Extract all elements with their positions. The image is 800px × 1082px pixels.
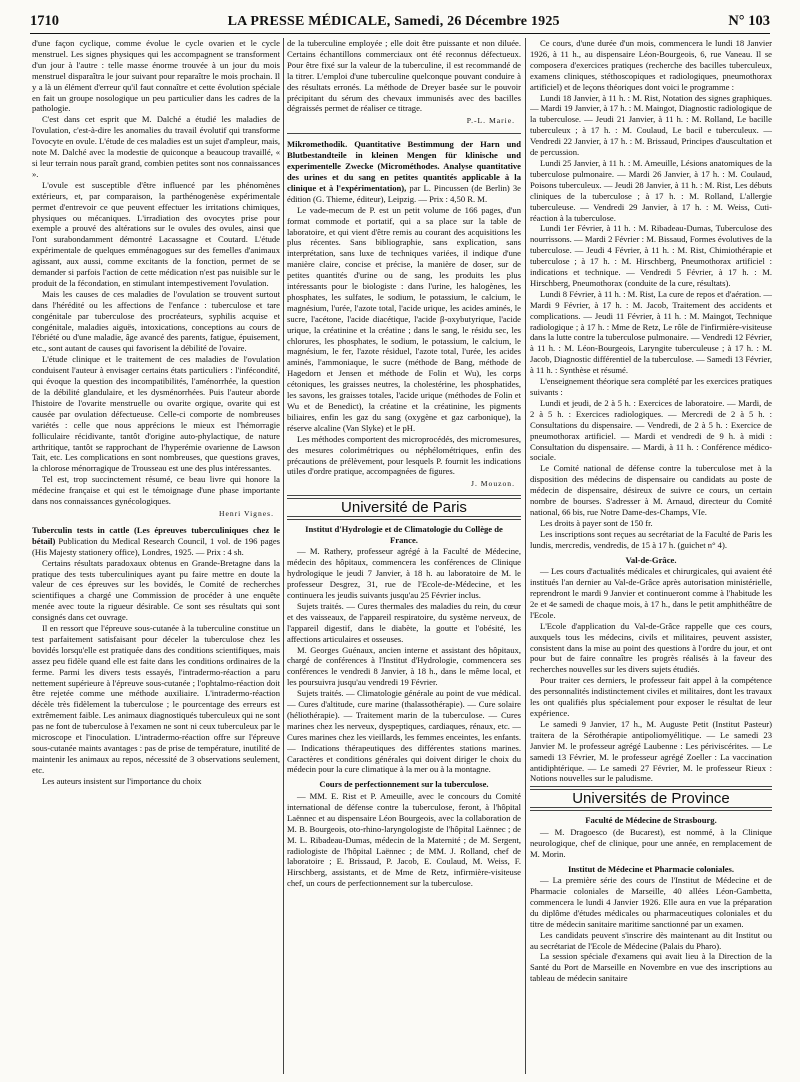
paragraph: — Les cours d'actualités médicales et chirurgicales, qui avaient été institués l'an dernier au Val-de-Grâce après autorisation ministérielle, reprendront le mardi 9 Janvier et continueront comme à l'habitude les 2e et 4e samedi de chaque mois, à 17 h., dans le petit amphithéâtre de l'Ecole. — [530, 566, 772, 620]
paragraph: Lundi 1er Février, à 11 h. : M. Ribadeau-Dumas, Tuberculose des nourrissons. — Mardi 2 Février : M. Bissaud, Formes évolutives de la tuberculose. — Jeudi 4 Février, à 11 h. : M. Rist, Chimiothérapie et tuberculose ; à 17 h. : M. Hirschberg, Pneumothorax artificiel : indications et technique. — Vendredi 5 Février, à 17 h. : M. Hirschberg, Pneumothorax (conduite de la cure, résultats). — [530, 223, 772, 288]
paragraph: L'ovule est susceptible d'être influencé par les phénomènes extérieurs, et, par comparaison, la parthénogenèse expérimentale permet d'entrevoir ce que peuvent effectuer les irritations chimiques, physiques ou mécaniques. L'irradiation des ovocytes prise pour exemple a prouvé des altérations sur le ovules des ovules, ainsi que l'ont surabondamment démontré Lacassagne et Coutard. L'étude expérimentale de quelques emménagogues sur des femelles d'animaux agissant, aux aussi, comme excitants de la fonction, permet de se demander si parfois l'action de cette médication n'est pas nuisible sur le produit de la fécondation, en stimulant intempestivement l'ovulation. — [32, 179, 280, 288]
paragraph: Lundi 25 Janvier, à 11 h. : M. Ameuille, Lésions anatomiques de la tuberculose pulmonaire. — Mardi 26 Janvier, à 17 h. : M. Coulaud, Poisons tuberculeux. — Jeudi 28 Janvier, à 11 h. : M. Rist, Les débuts cliniques de la tuberculose ; à 17 h. : M. Rolland, L'allergie tuberculeuse. — Vendredi 29 Janvier, à 17 h. : M. Weiss, Cuti-réaction à la tuberculose. — [530, 157, 772, 223]
section-title: Universités de Province — [572, 790, 730, 808]
column-2 — [287, 38, 521, 1074]
paragraph: C'est dans cet esprit que M. Dalché a étudié les maladies de l'ovulation, c'est-à-dire les anomalies du travail évolutif qui transforme l'ovocyte en ovule. L'étude de ces maladies est un sujet d'ampleur, mais, note M. Dalché avec la modestie de quiconque a beaucoup travaillé, « si leur terrain nous paraît grand, combien petites sont nos connaissances ». — [32, 114, 280, 179]
header-rule — [30, 33, 770, 34]
journal-title: LA PRESSE MÉDICALE, Samedi, 26 Décembre 1925 — [227, 14, 560, 29]
paragraph: Les auteurs insistent sur l'importance du choix — [42, 775, 202, 786]
paragraph: — La première série des cours de l'Institut de Médecine et de Pharmacie coloniales de Marseille, 40 allées Léon-Gambetta, commencera le lundi 4 Janvier 1926. Elle aura en vue la préparation du diplôme d'études médicales ou pharmaceutiques coloniales et du titre de médecin sanitaire maritime sanctionné par un examen. — [530, 875, 772, 929]
paragraph: La session spéciale d'examens qui avait lieu à la Direction de la Santé du Port de Marseille en Novembre en vue des inscriptions au tableau de médecin sanitaire — [530, 951, 772, 984]
column-1 — [32, 38, 280, 1074]
paragraph: L'enseignement théorique sera complété par les exercices pratiques suivants : — [530, 376, 772, 397]
author-signature: J. Mouzon. — [471, 479, 515, 489]
column-divider — [283, 38, 284, 1074]
author-signature: Henri Vignes. — [218, 508, 274, 518]
section-title: Université de Paris — [341, 499, 467, 517]
section-rule — [530, 807, 772, 811]
subsection-heading: Faculté de Médecine de Strasbourg. — [585, 815, 717, 826]
paragraph: Tel est, trop succinctement résumé, ce beau livre qui honore la médecine française et qui est le témoignage d'une phase importante dans nos connaissances gynécologiques. — [32, 474, 280, 507]
paragraph: Les candidats peuvent s'inscrire dès maintenant au dit Institut ou au secrétariat de l'Ecole de Médecine (Palais du Pharo). — [530, 929, 772, 951]
column-divider — [525, 38, 526, 1074]
subsection-heading: Institut d'Hydrologie et de Climatologie du Collège de France. — [305, 524, 503, 545]
book-title: Tuberculin tests in cattle (Les épreuves tuberculiniques chez le bétail) — [32, 524, 280, 546]
paragraph: Certains résultats paradoxaux obtenus en Grande-Bretagne dans la pratique des tests tuberculiniques ayant pu faire mettre en doute la valeur de ces épreuves sur les bovidés, le Comité de recherches scientifiques a chargé une Commission de procéder à une enquête menée avec toute la rigueur désirable. Ce sont ses résultats qui sont consignés dans cet ouvrage. — [32, 557, 280, 623]
paragraph: Ce cours, d'une durée d'un mois, commencera le lundi 18 Janvier 1926, à 11 h., au dispensaire Léon-Bourgeois, 6, rue Vaneau. Il se composera d'exercices pratiques (recherche des bacilles tuberculeux, examens cliniques, stéthoscopiques et radiologiques, pneumothorax artificiel) et de leçons théoriques dont voici le programme : — [530, 38, 772, 92]
paragraph: M. Georges Guénaux, ancien interne et assistant des hôpitaux, chargé de conférences à l'Institut d'Hydrologie, commencera ses conférences le vendredi 8 Janvier, à 18 h., dans le même local, et les poursuivra jusqu'au vendredi 19 Février. — [287, 644, 521, 688]
subsection-heading: Institut de Médecine et Pharmacie coloniales. — [567, 863, 735, 874]
author-signature: P.-L. Marie. — [466, 116, 515, 126]
paragraph: Pour traiter ces derniers, le professeur fait appel à la compétence des personnalités indistinctement civiles et militaires, dont les travaux les ont qualifiés plus spécialement pour exposer le résultat de leur expérience. — [530, 675, 772, 718]
paragraph: Mais les causes de ces maladies de l'ovulation se trouvent surtout dans l'hérédité ou les affections de l'enfance : tuberculose et tare congénitale par tuberculose des procréateurs, syphilis acquise et congénitale, maladies aiguës, intoxications, conceptions au cours de l'ébriété ou d'une maladie, âge avancé des parents, fatigue, épuisement, etc., sont autant de causes qui favorisent la débilité de l'ovaire. — [32, 288, 280, 354]
column-3 — [530, 38, 772, 1074]
paragraph: d'une façon cyclique, comme évolue le cycle ovarien et le cycle menstruel. Les signes physiques qui les accompagnent se transforment d'un jour à l'autre : telle masse énorme trouvée à un jour du mois menstruel disparaîtra le jour suivant pour reparaître le mois prochain. Il y a là un élément d'erreur qu'il faut connaître et cette évolution spéciale en fait un groupe nosologique un peu particulier dans les cadres de la pathologie. — [32, 38, 280, 114]
book-details: Publication du Medical Research Council, 1 vol. de 196 pages (His Majesty stationery office), Londres, 1925. — Prix : 4 sh. — [32, 535, 280, 557]
book-review-heading — [32, 525, 280, 558]
paragraph: — M. Rathery, professeur agrégé à la Faculté de Médecine, médecin des hôpitaux, commencera les conférences de Clinique hydrologique le jeudi 7 Janvier, à 18 h. au laboratoire de M. le professeur Desgrez, 31, rue de l'Ecole-de-Médecine, et les continuera les jeudis suivants jusqu'au 25 Février inclus. — [287, 546, 521, 600]
paragraph: Il en ressort que l'épreuve sous-cutanée à la tuberculine constitue un test parfaitement satisfaisant pour déceler la tuberculose chez les bovidés lorsqu'elle est pratiquée dans des conditions scientifiques, mais assez peu fidèle quand elle est faite dans les conditions ordinaires de la ferme. Parmi les divers tests essayés, l'intradermo-réaction a paru nettement supérieure à l'épreuve sous-cutanée ; l'ophtalmo-réaction doit être rejetée comme une méthode auxiliaire. L'intradermo-réaction décèle très fidèlement la tuberculose ; le pourcentage des erreurs est extrêmement faible. Les animaux diagnostiqués tuberculeux qui ne sont pas ne font de tuberculose à l'examen ne sont ni ceux tuberculeux par le microscope et l'inoculation. L'intradermo-réaction offre sur l'épreuve sous-cutanée maints avantages : pas de prise de température, inutilité de maintenir les animaux au repos, nécessité de 3 observations seulement, etc. — [32, 623, 280, 775]
paragraph: — M. Dragoesco (de Bucarest), est nommé, à la Clinique neurologique, chef de clinique, pour une année, en remplacement de M. Morin. — [530, 826, 772, 859]
paragraph: Lundi 8 Février, à 11 h. : M. Rist, La cure de repos et d'aération. — Mardi 9 Février, à 17 h. : M. Jacob, Traitement des accidents et complications. — Jeudi 11 Février, à 11 h. : M. Maingot, Technique radiologique ; à 17 h. : Mme de Retz, Le rôle de l'infirmière-visiteuse dans la lutte contre la tuberculose pulmonaire. — Vendredi 12 Février, à 11 h. : M. Léon-Bourgeois, Laryngite tuberculeuse ; à 17 h. : M. Jacob, Diagnostic différentiel de la tuberculose. — Samedi 13 Février, à 11 h. : Synthèse et résumé. — [530, 288, 772, 376]
divider — [287, 133, 521, 134]
subsection-heading: Val-de-Grâce. — [625, 554, 677, 565]
page-number: 1710 — [30, 13, 59, 29]
paragraph: L'étude clinique et le traitement de ces maladies de l'ovulation conduisent l'auteur à envisager certains états particuliers : l'infécondité, qui évoque la question des incompatibilités, l'aménorrhée, la question de la débilité glandulaire, et les dysménorrhées. Puis l'auteur aborde l'histoire de l'ovarite menstruelle ou ovarite orgique, ovarite qui est causée par ovulation défectueuse. Celle-ci comporte de nombreuses variétés : celle que nous apprécions le mieux est l'hémorragie folliculaire récidivante, tantôt d'origine auto-phylactique, de nature arthritique, tantôt se rapprochant de l'hyperémie ovarienne de Lawson Tait, etc. Les complications en sont nombreuses, que questions graves, la chlorose ménorragique de Trousseau est une des plus intéressantes. — [32, 354, 280, 474]
paragraph: Sujets traités. — Climatologie générale au point de vue médical. — Cures d'altitude, cure marine (thalassothérapie). — Cure solaire (héliothérapie). — Traitement marin de la tuberculose. — Cures marines chez les nerveux, dyspeptiques, cardiaques, rénaux, etc. — Cures marines chez les vieillards, les femmes enceintes, les enfants. — Indications thérapeutiques des différentes stations marines. Caractères et conditions générales qui doivent diriger le choix du médecin pour la cure climatique à la mer ou à la montagne. — [287, 688, 521, 775]
paragraph: de la tuberculine employée ; elle doit être puissante et non diluée. Certains échantillons commerciaux ont été reconnus défectueux. Pour être fixé sur la valeur de la tuberculine, il est recommandé de la titrer. L'emploi d'une tuberculine quelconque pouvant conduire à des résultats erronés. La méthode de Dreyer basée sur le pouvoir précipitant du sérum des chevaux immunisés avec des bacilles dégraissés permet de réaliser ce titrage. — [287, 38, 521, 114]
book-title: Mikromethodik. Quantitative Bestimmung der Harn und Blutbestandteile in kleinen Mengen für klinische und experimentelle Zwecke (Microméthodes. Analyse quantitative des urines et du sang en petites quantités applicable à la clinique et à l'expérimentation), — [287, 139, 521, 193]
paragraph: Les méthodes comportent des microprocédés, des micromesures, des mesures colorimétriques ou néphélométriques, enfin des précautions de prélèvement, pour lesquels P. fournit les indications utiles d'ordre pratique, accompagnées de figures. — [287, 433, 521, 477]
paragraph: Les droits à payer sont de 150 fr. — [540, 517, 653, 528]
paragraph: Le samedi 9 Janvier, 17 h., M. Auguste Petit (Institut Pasteur) traitera de la Sérothérapie antipoliomyélitique. — Le samedi 23 Janvier M. le professeur agrégé Laubenne : Les périviscérites. — Le samedi 13 Février, M. le professeur agrégé Zoeller : La vaccination antidiphtérique. — Le samedi 27 Février, M. le professeur Rieux : Notions nouvelles sur le paludisme. — [530, 718, 772, 784]
paragraph: Le vade-mecum de P. est un petit volume de 166 pages, d'un format commode et portatif, qui a sa place sur la table de laboratoire, et qui vient d'être remis au courant des acquisitions les plus récentes. Sans bibliographie, sans explication, sans interprétation, sans luxe de techniques variées, il indique d'une manière claire, concise et précise, la manière de doser, sur de petites quantités d'urine ou de sang, les produits les plus intéressants pour le biologiste : dans l'urine, les halogènes, les phosphates, les sulfates, le sodium, le potassium, le calcium, le magnésium, l'urée, l'azote total, l'acide urique, les acides aminés, le sucre, l'acétone, l'acide diacétique, l'acide β-oxybutyrique, l'acide urique, la créatinine et la créatine ; dans le sang, le résidu sec, les chlorures, les phosphates, le sodium, le potassium, le calcium, le magnésium, le fer, l'azote résiduel, l'azote total, l'urée, les acides aminés, l'ammoniaque, le sucre (méthode de Bang, méthode de Hagedorn et Jensen et méthode de Folin et Wu), les corps cétoniques, les graisses neutres, la cholestérine, les phosphatides, les savons, les graisses totales, l'acide urique (méthodes de Folin et Wu et de Benedict), la créatine et la créatinine, les pigments biliaires, enfin les gaz du sang (oxygène et gaz carbonique), la réserve alcaline (Van Slyke) et le pH. — [287, 204, 521, 433]
paragraph: Les inscriptions sont reçues au secrétariat de la Faculté de Paris les lundis, mercredis, vendredis, de 15 à 17 h. (guichet n° 4). — [530, 528, 772, 550]
paragraph: — MM. E. Rist et P. Ameuille, avec le concours du Comité international de défense contre la tuberculose, feront, à l'hôpital Laënnec et au dispensaire Léon Bourgeois, avec la collaboration de M. B. Bourgeois, oto-rhino-laryngologiste de l'hôpital Laënnec ; de M. L. Ribadeau-Dumas, médecin de la Maternité ; de M. Sergent, radiologiste de l'hôpital Laënnec ; de MM. J. Rolland, chef de laboratoire ; E. Brissaud, P. Jacob, E. Coulaud, M. Weiss, F. Hirschberg, assistants, et de Mme de Retz, infirmière-visiteuse chef, un cours de perfectionnement sur la tuberculose. — [287, 790, 521, 889]
book-review-heading — [287, 139, 521, 204]
issue-number: N° 103 — [728, 13, 770, 29]
paragraph: L'Ecole d'application du Val-de-Grâce rappelle que ces cours, auxquels tous les médecins, civils et militaires, peuvent assister, consistent dans la mise au point des questions à l'ordre du jour, et ont pour but de faire connaître les progrès réalisés à la faveur des recherches nouvelles sur les divers sujets étudiés. — [530, 620, 772, 675]
subsection-heading: Cours de perfectionnement sur la tuberculose. — [319, 779, 489, 790]
section-rule — [287, 516, 521, 520]
paragraph: Lundi 18 Janvier, à 11 h. : M. Rist, Notation des signes graphiques. — Mardi 19 Janvier, à 17 h. : M. Maingot, Diagnostic radiologique de la tuberculose. — Jeudi 21 Janvier, à 11 h. : M. Rolland, Le bacille tuberculeux ; à 17 h. : M. Coulaud, Le bacil e tuberculeux. — Vendredi 22 Janvier, à 17 h. : M. Brissaud, Principes d'auscultation et de percussion. — [530, 92, 772, 158]
paragraph: Lundi et jeudi, de 2 à 5 h. : Exercices de laboratoire. — Mardi, de 2 à 5 h. : Exercices radiologiques. — Mercredi de 2 à 5 h. : Consultations du dispensaire. — Vendredi, de 2 à 5 h. : Exercice de pneumothorax artificiel. — Mardi et vendredi de 9 h. à midi : Consultation du dispensaire. — Mardi, à 11 h. : Conférence médico-sociale. — [530, 397, 772, 463]
book-details: par L. Pincussen (de Berlin) 3e édition (G. Thieme, éditeur), Leipzig. — Prix : 4,50 R. M. — [287, 182, 521, 204]
page-header — [30, 8, 770, 30]
paragraph: Sujets traités. — Cures thermales des maladies du rein, du cœur et des vaisseaux, de l'appareil respiratoire, du système nerveux, de l'appareil digestif, dans le diabète, la goutte et l'obésité, les affections articulaires et osseuses. — [287, 600, 521, 644]
paragraph: Le Comité national de défense contre la tuberculose met à la disposition des médecins de dispensaire ou candidats au poste de médecin de dispensaire, désireux de suivre ce cours, un certain nombre de bourses. S'adresser à M. Arnaud, directeur du Comité national, 66 bis, rue Notre Dame-des-Champs, VIe. — [530, 463, 772, 517]
